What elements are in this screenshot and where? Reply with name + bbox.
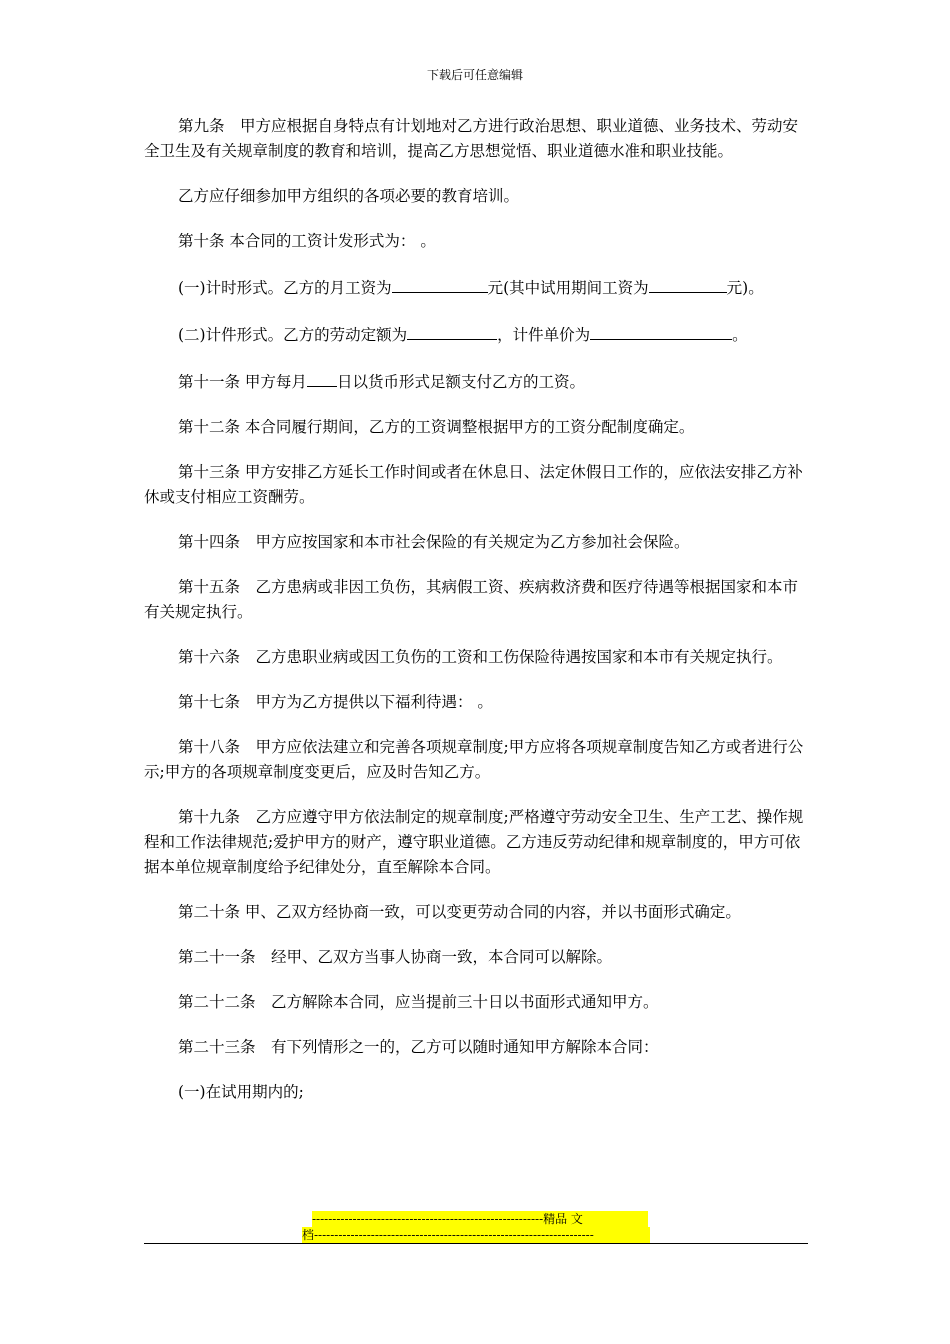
article-9-training: 乙方应仔细参加甲方组织的各项必要的教育培训。: [178, 187, 520, 205]
article-23: 第二十三条 有下列情形之一的，乙方可以随时通知甲方解除本合同：: [178, 1038, 659, 1056]
article-19: 第十九条 乙方应遵守甲方依法制定的规章制度;严格遵守劳动安全卫生、生产工艺、操作规程和工作法律规范;爱护甲方的财产，遵守职业道德。乙方违反劳动纪律和规章制度的，甲方可依据本单位规章制度给予纪律处分，直至解除本合同。: [144, 808, 804, 876]
monthly-wage-blank: [392, 274, 488, 293]
article-10-time-based: [144, 274, 808, 301]
article-23-item-1: (一)在试用期内的;: [178, 1083, 304, 1101]
probation-wage-blank: [649, 274, 727, 293]
article-10: 第十条 本合同的工资计发形式为： 。: [178, 232, 436, 250]
piece-based-text-1: (二)计件形式。乙方的劳动定额为: [178, 326, 408, 344]
article-11-text-2: 日以货币形式足额支付乙方的工资。: [336, 373, 585, 391]
pay-day-blank: [307, 368, 337, 387]
article-11-text-1: 第十一条 甲方每月: [178, 373, 307, 391]
article-22: 第二十二条 乙方解除本合同，应当提前三十日以书面形式通知甲方。: [178, 993, 659, 1011]
time-based-text-2: 元(其中试用期间工资为: [487, 279, 649, 297]
footer-rule: [144, 1243, 808, 1244]
time-based-text-1: (一)计时形式。乙方的月工资为: [178, 279, 392, 297]
labor-quota-blank: [407, 321, 497, 340]
article-12: 第十二条 本合同履行期间，乙方的工资调整根据甲方的工资分配制度确定。: [178, 418, 695, 436]
article-20: 第二十条 甲、乙双方经协商一致，可以变更劳动合同的内容，并以书面形式确定。: [178, 903, 741, 921]
article-15: 第十五条 乙方患病或非因工负伤，其病假工资、疾病救济费和医疗待遇等根据国家和本市有关规定执行。: [144, 578, 799, 621]
article-14: 第十四条 甲方应按国家和本市社会保险的有关规定为乙方参加社会保险。: [178, 533, 690, 551]
article-17: 第十七条 甲方为乙方提供以下福利待遇： 。: [178, 693, 493, 711]
document-body: [144, 114, 808, 1125]
article-21: 第二十一条 经甲、乙双方当事人协商一致，本合同可以解除。: [178, 948, 613, 966]
article-16: 第十六条 乙方患职业病或因工负伤的工资和工伤保险待遇按国家和本市有关规定执行。: [178, 648, 783, 666]
article-13: 第十三条 甲方安排乙方延长工作时间或者在休息日、法定休假日工作的，应依法安排乙方补休或支付相应工资酬劳。: [144, 463, 803, 506]
piece-rate-blank: [590, 321, 732, 340]
article-11: [144, 368, 808, 395]
time-based-text-3: 元)。: [726, 279, 764, 297]
footer-watermark: [302, 1211, 650, 1243]
page-header: 下载后可任意编辑: [426, 68, 523, 82]
footer-line-2: 档---------------------------------------------------------------------: [302, 1227, 650, 1243]
article-10-piece-based: [144, 321, 808, 348]
footer-line-1: ---------------------------------------------------------精品 文: [312, 1211, 648, 1227]
article-18: 第十八条 甲方应依法建立和完善各项规章制度;甲方应将各项规章制度告知乙方或者进行公示;甲方的各项规章制度变更后，应及时告知乙方。: [144, 738, 804, 781]
article-9: 第九条 甲方应根据自身特点有计划地对乙方进行政治思想、职业道德、业务技术、劳动安全卫生及有关规章制度的教育和培训，提高乙方思想觉悟、职业道德水准和职业技能。: [144, 117, 799, 160]
piece-based-text-3: 。: [732, 326, 748, 344]
piece-based-text-2: ，计件单价为: [497, 326, 591, 344]
